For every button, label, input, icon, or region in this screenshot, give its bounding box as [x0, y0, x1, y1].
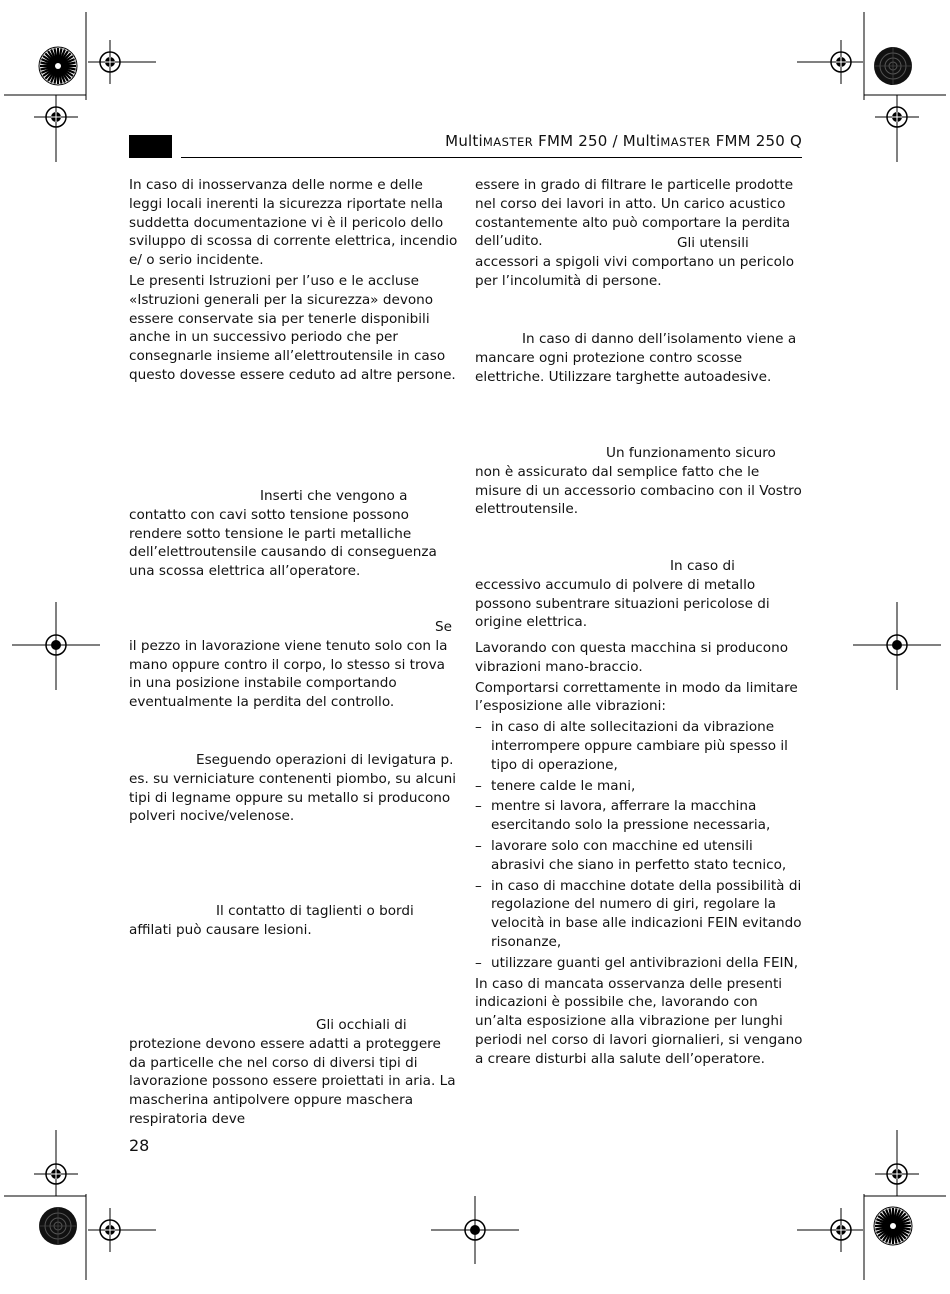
paragraph-workpiece: Se il pezzo in lavorazione viene tenuto solo con la mano oppure contro il corpo, lo stesso si trova in una posizione instabile comportando eventualmente la perdita del controllo. [129, 619, 452, 711]
left-column-section-dust [129, 751, 459, 826]
left-column-section-sharp-edges [129, 902, 459, 940]
paragraph-hearing: essere in grado di filtrare le particelle prodotte nel corso dei lavori in atto. Un carico acustico costantemente alto può comportare la perdita dell’udito. [475, 177, 794, 250]
paragraph-accessory-fit: Un funzionamento sicuro non è assicurato dal semplice fatto che le misure di un accessorio combacino con il Vostro elettroutensile. [475, 445, 802, 518]
right-column-section-sharp-accessories [475, 234, 805, 290]
vibration-measures-list [475, 718, 805, 972]
list-item: – mentre si lavora, afferrare la macchina esercitando solo la pressione necessaria, [475, 797, 805, 835]
paragraph-live-wires: Inserti che vengono a contatto con cavi sotto tensione possono rendere sotto tensione le parti metalliche dell’elettroutensile causando di conseguenza una scossa elettrica all’operatore. [129, 488, 437, 580]
left-column-section-protection [129, 1016, 459, 1129]
right-column-section-insulation [475, 330, 805, 386]
header-black-tab [129, 135, 172, 158]
list-item: – in caso di alte sollecitazioni da vibrazione interrompere oppure cambiare più spesso il tipo di operazione, [475, 718, 805, 774]
paragraph-noncompliance: In caso di inosservanza delle norme e delle leggi locali inerenti la sicurezza riportate nella suddetta documentazione vi è il pericolo dello sviluppo di scossa di corrente elettrica, incendio e/ o serio incidente. [129, 177, 458, 269]
header-title-part: MASTER [660, 135, 711, 149]
header-rule [181, 157, 802, 158]
paragraph-keep-instructions: Le presenti Istruzioni per l’uso e le accluse «Istruzioni generali per la sicurezza» devono essere conservate sia per tenerle disponibili anche in un successivo periodo che per consegnarle insieme all’elettroutensile in caso questo dovesse essere ceduto ad altre persone. [129, 272, 456, 383]
list-item: – lavorare solo con macchine ed utensili abrasivi che siano in perfetto stato tecnico, [475, 837, 805, 875]
paragraph-metal-dust: In caso di eccessivo accumulo di polvere di metallo possono subentrare situazioni pericolose di origine elettrica. [475, 558, 770, 631]
header-title-part: MASTER [482, 135, 534, 149]
paragraph-vibration-behaviour: Comportarsi correttamente in modo da limitare l’esposizione alle vibrazioni: [475, 679, 798, 715]
paragraph-insulation: In caso di danno dell’isolamento viene a mancare ogni protezione contro scosse elettriche. Utilizzare targhette autoadesive. [475, 331, 797, 385]
list-item: – tenere calde le mani, [475, 777, 805, 796]
paragraph-health-risk: In caso di mancata osservanza delle presenti indicazioni è possibile che, lavorando con un’alta esposizione alla vibrazione per lunghi periodi nel corso di lavori giornalieri, si vengano a creare disturbi alla salute dell’operatore. [475, 975, 803, 1067]
paragraph-protective-equipment: Gli occhiali di protezione devono essere adatti a proteggere da particelle che nel corso di diversi tipi di lavorazione possono essere proiettati in aria. La mascherina antipolvere oppure maschera respiratoria deve [129, 1017, 456, 1127]
paragraph-harmful-dust: Eseguendo operazioni di levigatura p. es. su verniciature contenenti piombo, su alcuni tipi di legname oppure su metallo si producono polveri nocive/velenose. [129, 752, 457, 825]
header-title-part: Multi [622, 132, 661, 150]
paragraph-sharp-edges: Il contatto di taglienti o bordi affilati può causare lesioni. [129, 903, 414, 938]
right-column-section-accessory-fit [475, 444, 805, 519]
page-number: 28 [129, 1136, 150, 1155]
header-title [445, 132, 802, 150]
left-column [129, 176, 459, 385]
header-title-part: FMM 250 Q [710, 132, 802, 150]
header-title-part: FMM 250 / [533, 132, 623, 150]
paragraph-sharp-accessories: Gli utensili accessori a spigoli vivi comportano un pericolo per l’incolumità di persone. [475, 235, 795, 289]
paragraph-vibration: Lavorando con questa macchina si producono vibrazioni mano-braccio. [475, 640, 789, 675]
right-column-section-metal-dust [475, 557, 805, 632]
header-title-part: Multi [445, 132, 483, 150]
left-column-section-workpiece [129, 618, 459, 712]
right-column-section-vibration [475, 639, 805, 1069]
list-item: – utilizzare guanti gel antivibrazioni della FEIN, [475, 954, 805, 973]
left-column-section-live-wires [129, 487, 459, 581]
list-item: – in caso di macchine dotate della possibilità di regolazione del numero di giri, regolare la velocità in base alle indicazioni FEIN evitando risonanze, [475, 877, 805, 952]
